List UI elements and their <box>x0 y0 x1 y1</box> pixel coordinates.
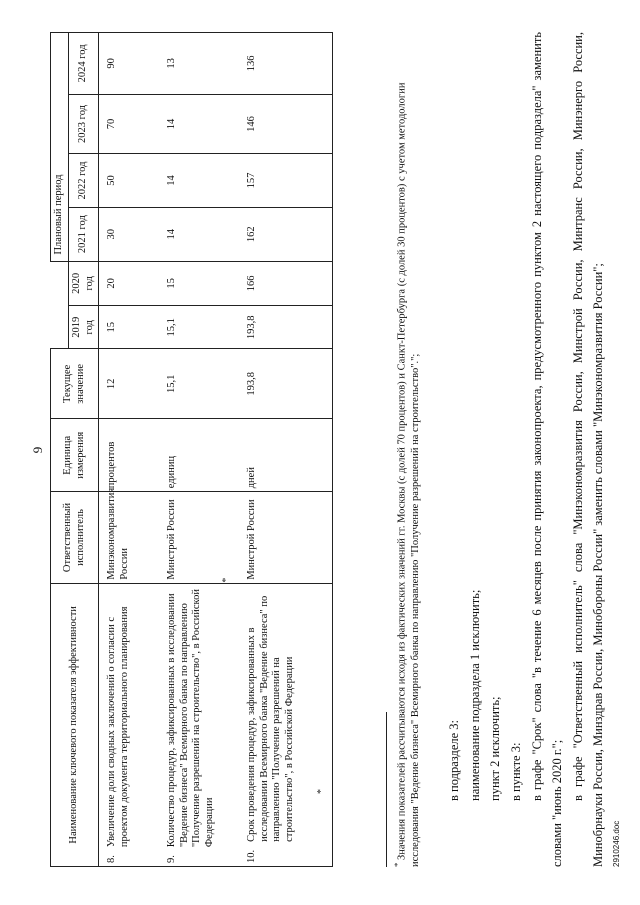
col-header-year: 2024 год <box>68 33 99 95</box>
document-id: 2910246.doc <box>612 820 621 867</box>
year-value-cell: 13 <box>159 33 239 95</box>
year-value-cell: 166 <box>239 261 333 306</box>
paragraph: в графе "Срок" слова "в течение 6 месяцев после принятия законопроекта, предусмотренного пунктом 2 настоящего подраздела" заменить словами "июнь 2020 г."; <box>529 32 565 867</box>
row-number: 10. <box>245 849 257 863</box>
footnote-separator <box>386 712 387 867</box>
col-header-year: 2021 год <box>68 207 99 261</box>
footnote-mark: * <box>316 789 328 794</box>
indicator-cell <box>159 577 239 866</box>
page-number: 9 <box>30 446 45 454</box>
current-cell: 193,8 <box>239 349 333 419</box>
year-value-cell: 193,8 <box>239 306 333 349</box>
current-cell: 12 <box>99 349 159 419</box>
header-spacer <box>51 261 69 349</box>
indicator-cell <box>239 583 333 866</box>
indicator-name: Увеличение доли сводных заключений о согласии с проектом документа территориального планирования <box>106 606 131 848</box>
col-header-responsible: Ответственный исполнитель <box>51 492 99 583</box>
amendment-text <box>444 32 609 867</box>
unit-cell: процентов <box>99 419 159 492</box>
year-value-cell: 14 <box>159 94 239 153</box>
year-value-cell: 14 <box>159 154 239 208</box>
year-value-cell: 15 <box>159 261 239 306</box>
col-header-indicator: Наименование ключевого показателя эффективности <box>51 583 99 866</box>
year-value-cell: 15 <box>99 306 159 349</box>
year-value-cell: 157 <box>239 154 333 208</box>
row-number: 8. <box>106 855 118 863</box>
responsible-cell: Минстрой России <box>239 492 333 583</box>
indicator-cell <box>99 583 159 866</box>
year-value-cell: 20 <box>99 261 159 306</box>
year-value-cell: 70 <box>99 94 159 153</box>
year-value-cell: 146 <box>239 94 333 153</box>
footnote-mark: * <box>392 862 402 867</box>
year-value-cell: 162 <box>239 207 333 261</box>
col-header-year: 2023 год <box>68 94 99 153</box>
footnote-text: Значения показателей рассчитываются исходя из фактических значений гг. Москвы (с долей 70 процентов) и Санкт-Петербурга (с долей 30 процентов) с учетом методологии исследования "Ведение бизнеса" Всемирного банка по направлению "Получение разрешений на строительство"."; <box>396 82 422 867</box>
year-value-cell: 30 <box>99 207 159 261</box>
col-header-year: 2019 год <box>68 306 99 349</box>
paragraph: пункт 2 исключить; <box>488 696 503 801</box>
indicators-table <box>50 32 333 867</box>
paragraph: в графе "Ответственный исполнитель" слова "Минэкономразвития России, Минстрой России, Минтранс России, Минэнерго России, Минобрнауки России, Минздрав России, Минобороны России" заменить словами "Минэкономразвития России"; <box>570 32 606 867</box>
col-header-unit: Единица измерения <box>51 419 99 492</box>
paragraph: в подразделе 3: <box>447 719 461 801</box>
col-header-year: 2022 год <box>68 154 99 208</box>
footnote <box>392 37 423 867</box>
year-value-cell: 14 <box>159 207 239 261</box>
row-number: 9. <box>165 855 177 863</box>
year-value-cell: 50 <box>99 154 159 208</box>
table-row <box>239 33 333 867</box>
responsible-cell: Минэкономразвития России <box>99 492 159 583</box>
year-value-cell: 90 <box>99 33 159 95</box>
col-header-current: Текущее значение <box>51 349 99 419</box>
responsible-cell: Минстрой России <box>159 492 239 583</box>
table-row <box>159 33 239 867</box>
year-value-cell: 15,1 <box>159 306 239 349</box>
paragraph: наименование подраздела 1 исключить; <box>467 589 482 801</box>
current-cell: 15,1 <box>159 349 239 419</box>
unit-cell: дней <box>239 419 333 492</box>
unit-cell: единиц <box>159 419 239 492</box>
indicator-name: Срок проведения процедур, зафиксированных в исследовании Всемирного банка "Ведение бизнеса" по направлению "Получение разрешений на строительство", в Российской Федерации <box>245 595 296 842</box>
paragraph: в пункте 3: <box>508 742 523 801</box>
year-value-cell: 136 <box>239 33 333 95</box>
table-row <box>99 33 159 867</box>
col-header-planning: Плановый период <box>51 33 69 262</box>
footnote-mark: * <box>220 577 232 583</box>
col-header-year: 2020 год <box>68 261 99 306</box>
indicator-name: Количество процедур, зафиксированных в исследовании "Ведение бизнеса" Всемирного банка по направлению "Получение разрешений на строительство", в Российской Федерации <box>165 589 216 848</box>
